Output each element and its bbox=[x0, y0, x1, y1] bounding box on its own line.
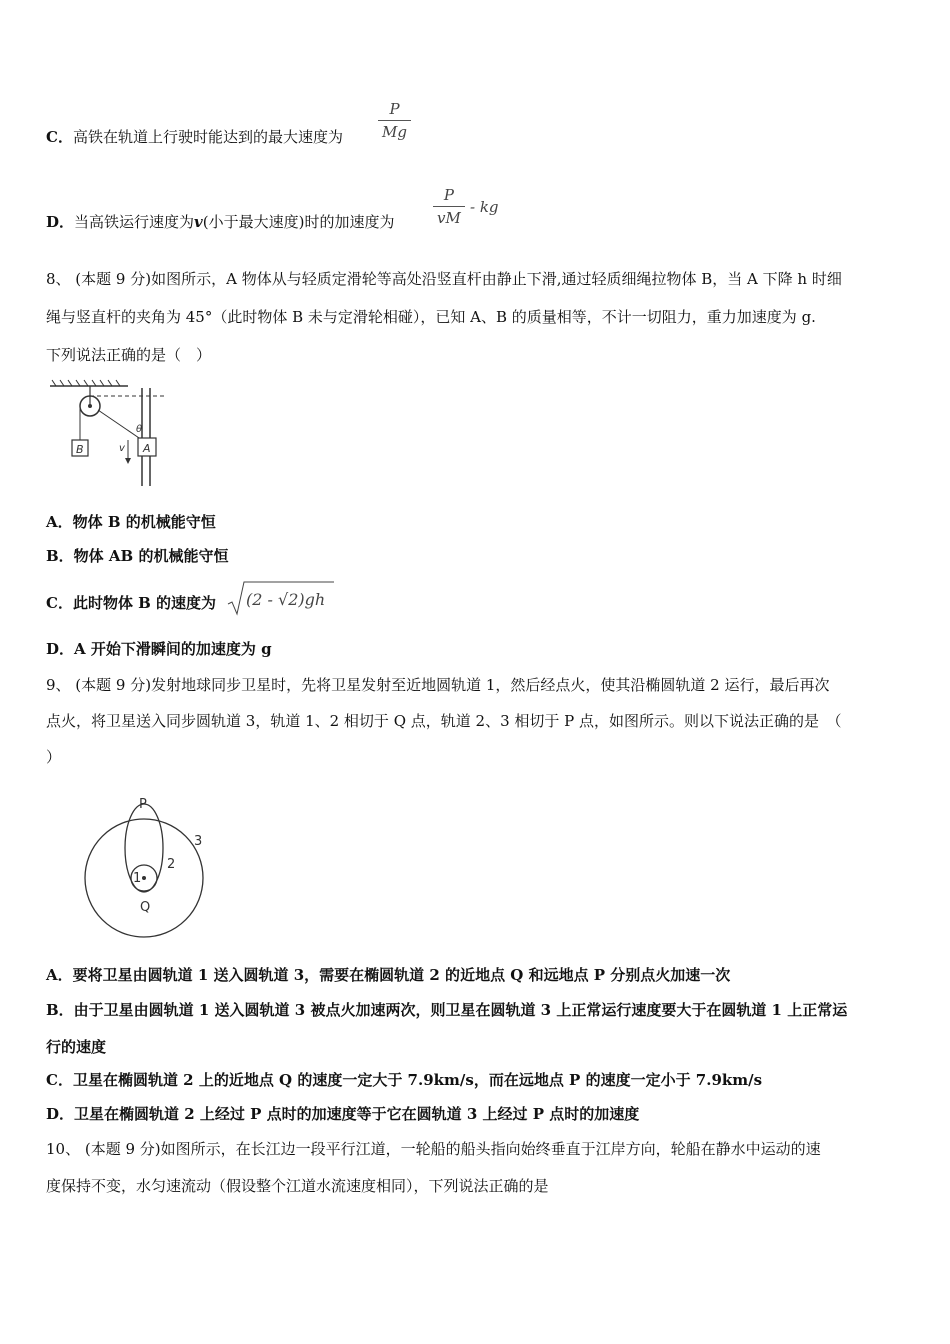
label-3: 3 bbox=[194, 834, 203, 849]
q7-option-c: C．高铁在轨道上行驶时能达到的最大速度为 bbox=[46, 128, 343, 146]
q8-option-a: A．物体 B 的机械能守恒 bbox=[46, 513, 216, 531]
q8-stem-line2: 绳与竖直杆的夹角为 45°（此时物体 B 未与定滑轮相碰），已知 A、B 的质量相等，不计一切阻力，重力加速度为 g. bbox=[46, 308, 816, 326]
q9-option-c: C．卫星在椭圆轨道 2 上的近地点 Q 的速度一定大于 7.9km/s，而在远地点 P 的速度一定小于 7.9km/s bbox=[46, 1071, 763, 1089]
q7-option-c-fraction: $\frac{P}{Mg}$ bbox=[378, 100, 411, 141]
q9-option-b-line1: B．由于卫星由圆轨道 1 送入圆轨道 3 被点火加速两次，则卫星在圆轨道 3 上正常运行速度要大于在圆轨道 1 上正常运 bbox=[46, 1001, 848, 1019]
q7-option-d-fraction: $\frac{P}{vM}$ bbox=[433, 186, 465, 227]
label-1: 1 bbox=[133, 871, 142, 886]
q10-stem-line2: 度保持不变，水匀速流动（假设整个江道水流速度相同），下列说法正确的是 bbox=[46, 1177, 549, 1195]
q9-option-a: A．要将卫星由圆轨道 1 送入圆轨道 3，需要在椭圆轨道 2 的近地点 Q 和远地点 P 分别点火加速一次 bbox=[46, 966, 731, 984]
label-b: B bbox=[76, 443, 84, 456]
label-a: A bbox=[143, 442, 151, 455]
label-p: P bbox=[139, 797, 147, 812]
q9-option-d: D．卫星在椭圆轨道 2 上经过 P 点时的加速度等于它在圆轨道 3 上经过 P 点时的加速度 bbox=[46, 1105, 640, 1123]
q8-pulley-figure bbox=[46, 378, 176, 488]
q8-stem-line1: 8、 (本题 9 分)如图所示，A 物体从与轻质定滑轮等高处沿竖直杆由静止下滑,通过轻质细绳拉物体 B，当 A 下降 h 时细 bbox=[46, 270, 842, 288]
q9-orbit-figure bbox=[80, 790, 220, 942]
label-theta: θ bbox=[136, 424, 143, 435]
q8-option-c-math: (2 - √2)gh bbox=[246, 590, 326, 609]
label-v: v bbox=[119, 443, 125, 454]
q9-stem-line3: ） bbox=[46, 748, 62, 766]
q8-option-b: B．物体 AB 的机械能守恒 bbox=[46, 547, 229, 565]
q8-option-c: C．此时物体 B 的速度为 bbox=[46, 594, 217, 612]
q9-stem-line1: 9、 (本题 9 分)发射地球同步卫星时，先将卫星发射至近地圆轨道 1，然后经点火，使其沿椭圆轨道 2 运行，最后再次 bbox=[46, 676, 830, 694]
q9-option-b-line2: 行的速度 bbox=[46, 1038, 107, 1056]
label-2: 2 bbox=[167, 857, 176, 872]
q8-stem-line3: 下列说法正确的是（ ） bbox=[46, 346, 212, 364]
earth-center bbox=[142, 876, 146, 880]
q9-stem-line2: 点火，将卫星送入同步圆轨道 3，轨道 1、2 相切于 Q 点，轨道 2、3 相切于 P 点，如图所示。则以下说法正确的是 （ bbox=[46, 712, 842, 730]
pulley-axle bbox=[88, 404, 92, 408]
ceiling-hatch bbox=[52, 380, 120, 386]
q10-stem-line1: 10、 (本题 9 分)如图所示，在长江边一段平行江道，一轮船的船头指向始终垂直于江岸方向，轮船在静水中运动的速 bbox=[46, 1140, 821, 1158]
label-q: Q bbox=[140, 900, 151, 915]
q8-option-d: D．A 开始下滑瞬间的加速度为 g bbox=[46, 640, 272, 658]
q7-option-d: D．当高铁运行速度为v(小于最大速度)时的加速度为 bbox=[46, 213, 395, 231]
velocity-arrowhead bbox=[125, 458, 131, 464]
q7-option-d-tail: - kg bbox=[470, 198, 499, 216]
